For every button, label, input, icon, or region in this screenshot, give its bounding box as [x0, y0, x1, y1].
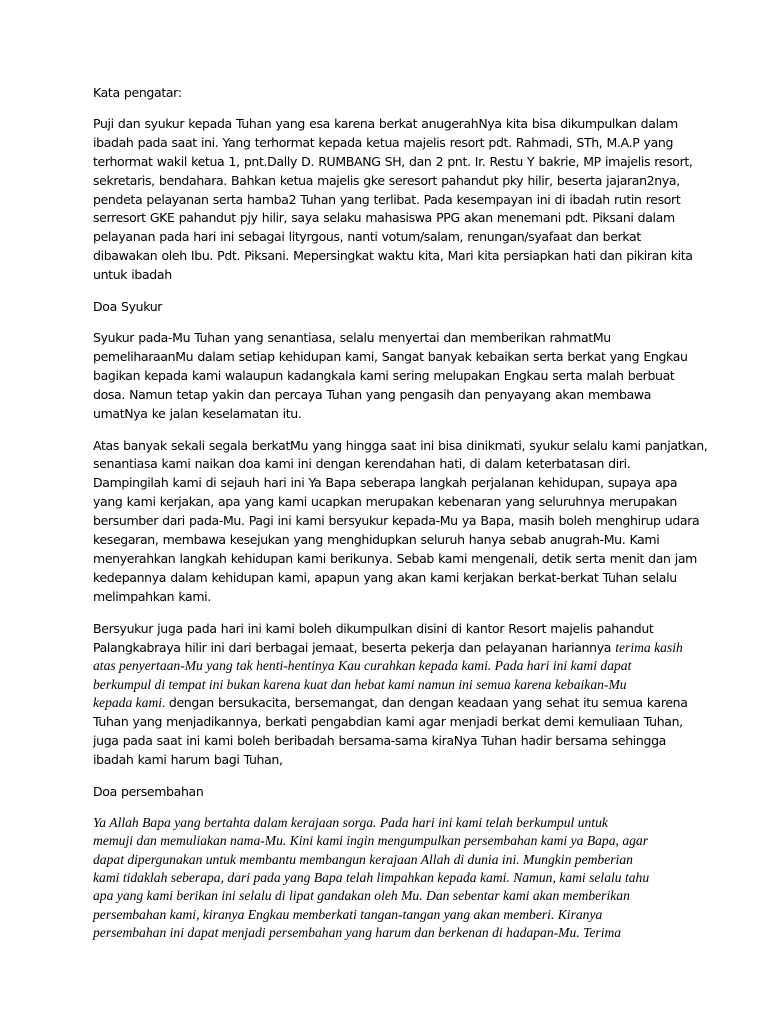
text-line: serresort GKE pahandut pjy hilir, saya selaku mahasiswa PPG akan menemani pdt. Piksani dalam	[93, 210, 675, 226]
text-line: dosa. Namun tetap yakin dan percaya Tuhan yang pengasih dan penyayang akan membawa	[93, 386, 652, 402]
text-line: menyerahkan langkah kehidupan kami berikunya. Sebab kami mengenali, detik serta menit dan jam	[93, 550, 697, 566]
text-line: sekretaris, bendahara. Bahkan ketua majelis gke seresort pahandut pky hilir, beserta jajaran2nya,	[93, 172, 680, 188]
heading-kata-pengantar: Kata pengatar:	[93, 85, 182, 100]
text-line: Tuhan yang menjadikannya, berkati pengabdian kami agar menjadi berkat demi kemuliaan Tuhan,	[93, 714, 683, 730]
text-line-italic: Ya Allah Bapa yang bertahta dalam kerajaan sorga. Pada hari ini kami telah berkumpul untuk	[93, 814, 608, 830]
text-plain: dengan bersukacita, bersemangat, dan dengan keadaan yang sehat itu semua karena	[168, 695, 688, 711]
paragraph-intro	[93, 115, 693, 285]
text-line-italic: memuji dan memuliakan nama-Mu. Kini kami ingin mengumpulkan persembahan kami ya Bapa, agar	[93, 833, 649, 849]
text-line: senantiasa kami naikan doa kami ini dengan kerendahan hati, di dalam keterbatasan diri.	[93, 456, 631, 472]
text-line: Syukur pada-Mu Tuhan yang senantiasa, selalu menyertai dan memberikan rahmatMu	[93, 329, 611, 345]
paragraph-bersyukur	[93, 620, 688, 770]
paragraph-persembahan	[93, 814, 679, 943]
heading-doa-persembahan: Doa persembahan	[93, 783, 204, 799]
text-line-italic: persembahan kami, kiranya Engkau memberkati tangan-tangan yang akan memberi. Kiranya	[93, 906, 603, 922]
document-page	[93, 84, 708, 943]
text-line-italic: atas penyertaan-Mu yang tak henti-hentinya Kau curahkan kepada kami. Pada hari ini kami dapat	[93, 658, 632, 674]
text-line	[93, 694, 688, 713]
text-line: Bersyukur juga pada hari ini kami boleh dikumpulkan disini di kantor Resort majelis pahandut	[93, 620, 654, 636]
text-line-italic: kami tidaklah seberapa, dari pada yang Bapa telah limpahkan kepada kami. Namun, kami selalu tahu	[93, 870, 650, 886]
text-line: melimpahkan kami.	[93, 588, 211, 604]
text-plain: Palangkabraya hilir ini dari berbagai jemaat, beserta pekerja dan pelayanan hariannya	[93, 639, 616, 655]
text-line-italic: berkumpul di tempat ini bukan karena kuat dan hebat kami namun ini semua karena kebaikan-Mu	[93, 676, 627, 692]
text-line: pemeliharaanMu dalam setiap kehidupan kami, Sangat banyak kebaikan serta berkat yang Engkau	[93, 348, 688, 364]
text-line: terhormat wakil ketua 1, pnt.Dally D. RUMBANG SH, dan 2 pnt. Ir. Restu Y bakrie, MP imajelis resort,	[93, 153, 693, 169]
text-italic: kepada kami.	[93, 695, 169, 711]
text-line-italic: dapat dipergunakan untuk membantu membangun kerajaan Allah di dunia ini. Mungkin pemberian	[93, 851, 633, 867]
text-line: untuk ibadah	[93, 267, 172, 283]
text-line-italic: apa yang kami berikan ini selalu di lipat gandakan oleh Mu. Dan sebentar kami akan memberikan	[93, 888, 630, 904]
text-line: bersumber dari pada-Mu. Pagi ini kami bersyukur kepada-Mu ya Bapa, masih boleh menghirup udara	[93, 513, 700, 529]
text-line: umatNya ke jalan keselamatan itu.	[93, 405, 302, 421]
text-line: bagikan kepada kami walaupun kadangkala kami sering melupakan Engkau serta malah berbuat	[93, 367, 675, 383]
text-line: dibawakan oleh Ibu. Pdt. Piksani. Mepersingkat waktu kita, Mari kita persiapkan hati dan pikiran kita	[93, 248, 693, 264]
heading-doa-syukur: Doa Syukur	[93, 299, 163, 315]
text-line: Atas banyak sekali segala berkatMu yang hingga saat ini bisa dinikmati, syukur selalu kami panjatkan,	[93, 437, 708, 453]
text-line: juga pada saat ini kami boleh beribadah bersama-sama kiraNya Tuhan hadir bersama sehingga	[93, 733, 666, 749]
text-line: yang kami kerjakan, apa yang kami ucapkan merupakan kebenaran yang seluruhnya merupakan	[93, 494, 677, 510]
text-italic: terima kasih	[615, 639, 683, 655]
paragraph-atas-banyak	[93, 437, 708, 607]
text-line: ibadah pada saat ini. Yang terhormat kepada ketua majelis resort pdt. Rahmadi, STh, M.A.P yang	[93, 134, 674, 150]
text-line: Puji dan syukur kepada Tuhan yang esa karena berkat anugerahNya kita bisa dikumpulkan dalam	[93, 115, 678, 131]
text-line: Dampingilah kami di sejauh hari ini Ya Bapa seberapa langkah perjalanan kehidupan, supaya apa	[93, 475, 678, 491]
text-line: ibadah kami harum bagi Tuhan,	[93, 752, 283, 767]
text-line: pendeta pelayanan serta hamba2 Tuhan yang terlibat. Pada kesempayan ini di ibadah rutin resort	[93, 191, 681, 207]
text-line: pelayanan pada hari ini sebagai lityrgous, nanti votum/salam, renungan/syafaat dan berkat	[93, 229, 641, 245]
text-line-italic: persembahan ini dapat menjadi persembahan yang harum dan berkenan di hadapan-Mu. Terima	[93, 925, 622, 941]
text-line: kesegaran, membawa kesejukan yang menghidupkan seluruh hanya sebab anugrah-Mu. Kami	[93, 532, 660, 548]
text-line	[93, 639, 683, 658]
text-line: kedepannya dalam kehidupan kami, apapun yang akan kami kerjakan berkat-berkat Tuhan selalu	[93, 569, 677, 585]
paragraph-syukur	[93, 329, 688, 424]
